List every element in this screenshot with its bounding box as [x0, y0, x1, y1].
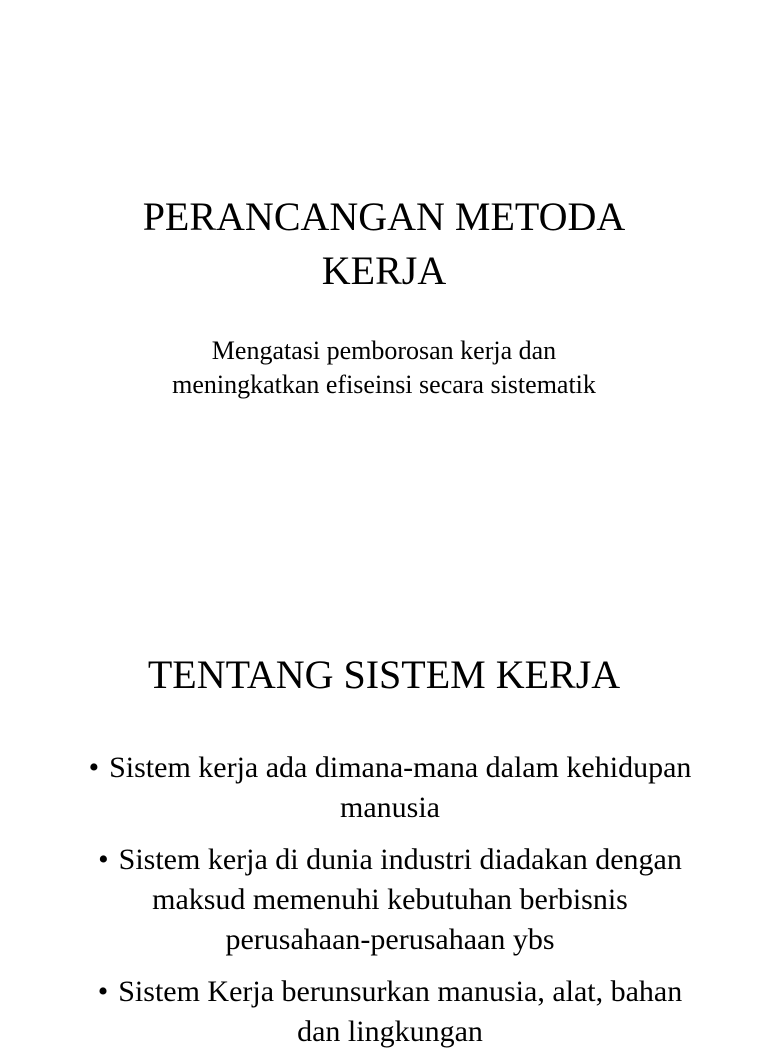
bullet-text: Sistem kerja di dunia industri diadakan dengan maksud memenuhi kebutuhan berbisnis perusahaan-perusahaan ybs — [118, 843, 682, 956]
subtitle-line-1: Mengatasi pemborosan kerja dan — [211, 336, 557, 365]
subtitle — [0, 334, 768, 402]
title-line-1: PERANCANGAN METODA — [142, 194, 626, 239]
bullet-text: Sistem Kerja berunsurkan manusia, alat, bahan dan lingkungan — [118, 975, 683, 1048]
bullet-list — [80, 748, 700, 1064]
bullet-icon: • — [98, 843, 109, 876]
list-item — [80, 972, 700, 1052]
section-title: TENTANG SISTEM KERJA — [147, 652, 621, 697]
page-title — [0, 190, 768, 298]
subtitle-line-2: meningkatkan efiseinsi secara sistematik — [172, 370, 596, 399]
slide-sistem-kerja — [0, 540, 768, 1048]
bullet-icon: • — [88, 751, 100, 784]
bullet-text: Sistem kerja ada dimana-mana dalam kehidupan manusia — [109, 751, 692, 824]
list-item — [80, 748, 700, 828]
list-item — [80, 840, 700, 960]
title-line-2: KERJA — [321, 248, 447, 293]
bullet-icon: • — [97, 975, 109, 1008]
